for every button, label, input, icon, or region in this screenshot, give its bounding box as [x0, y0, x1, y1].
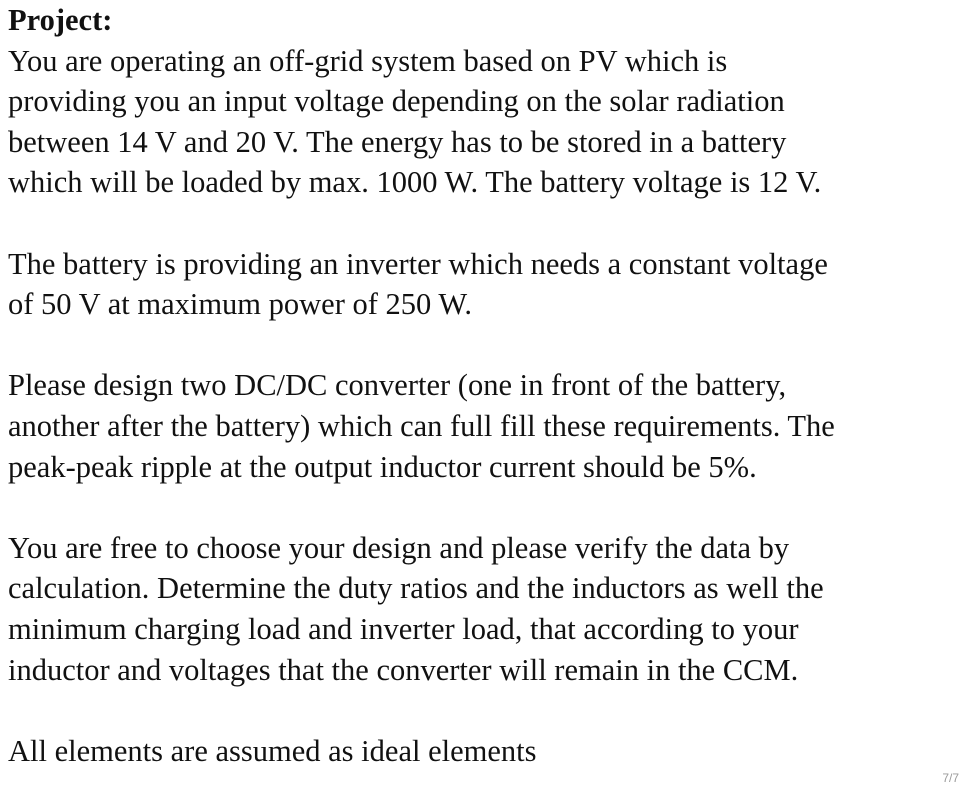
paragraph-gap: [8, 325, 958, 366]
text-line: You are operating an off-grid system based on PV which is: [8, 43, 728, 78]
text-line: which will be loaded by max. 1000 W. The battery voltage is 12 V.: [8, 165, 822, 200]
document-body: [8, 0, 958, 771]
text-line: minimum charging load and inverter load, that according to your: [8, 611, 799, 646]
text-line: inductor and voltages that the converter will remain in the CCM.: [8, 652, 799, 687]
text-line: You are free to choose your design and please verify the data by: [8, 530, 790, 565]
text-line: All elements are assumed as ideal elements: [8, 733, 537, 768]
project-title: Project:: [8, 3, 113, 37]
text-line: peak-peak ripple at the output inductor current should be 5%.: [8, 449, 757, 484]
text-line: The battery is providing an inverter which needs a constant voltage: [8, 246, 828, 281]
paragraph-assumption: [8, 731, 958, 772]
paragraph-gap: [8, 203, 958, 244]
paragraph-inverter: [8, 244, 958, 325]
text-line: of 50 V at maximum power of 250 W.: [8, 287, 472, 322]
text-line: Please design two DC/DC converter (one in front of the battery,: [8, 368, 787, 403]
paragraph-gap: [8, 487, 958, 528]
text-line: between 14 V and 20 V. The energy has to be stored in a battery: [8, 124, 787, 159]
text-line: calculation. Determine the duty ratios and the inductors as well the: [8, 571, 824, 606]
paragraph-gap: [8, 690, 958, 731]
paragraph-converter-design: [8, 365, 958, 487]
paragraph-verification: [8, 528, 958, 690]
page-number: 7/7: [942, 771, 959, 785]
text-line: another after the battery) which can full fill these requirements. The: [8, 408, 835, 443]
paragraph-pv-input: [8, 41, 958, 203]
text-line: providing you an input voltage depending on the solar radiation: [8, 84, 785, 119]
